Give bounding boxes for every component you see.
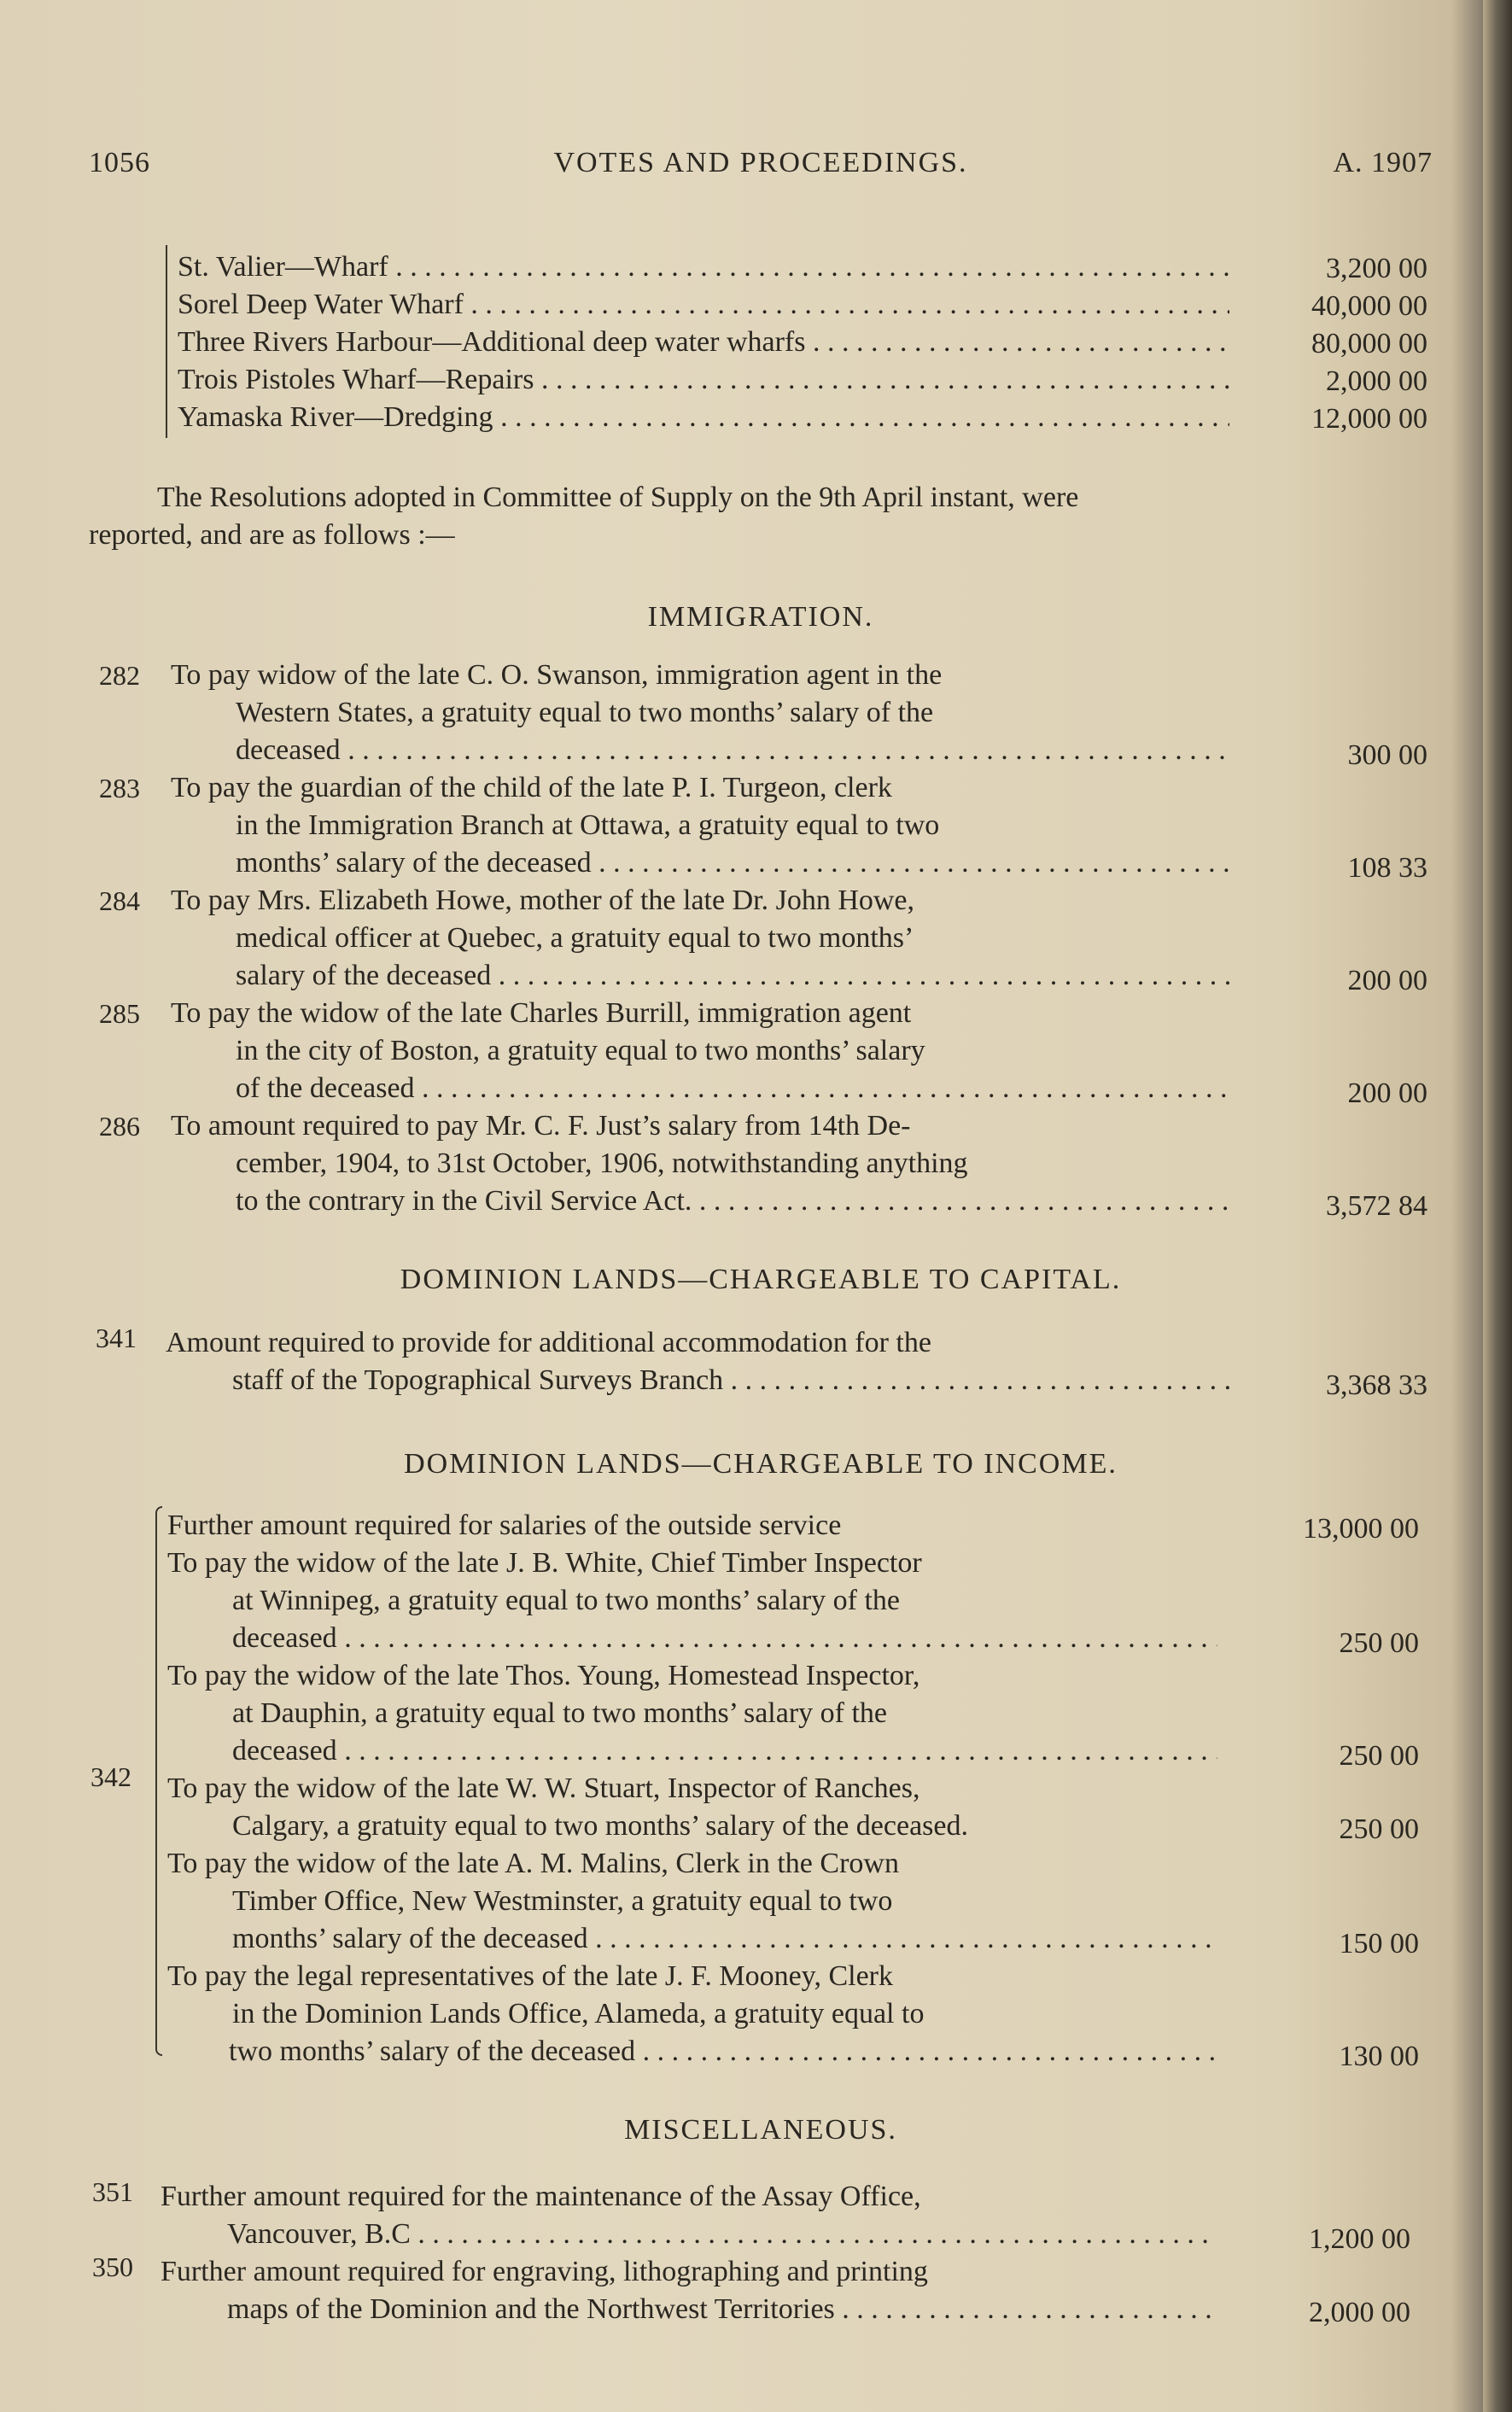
item-amount: 3,368 33 xyxy=(1326,1370,1427,1401)
item-amount: 108 33 xyxy=(1347,852,1427,884)
item-line: To pay the widow of the late Charles Burrill, immigration agent xyxy=(171,997,912,1029)
top-item-text: Trois Pistoles Wharf—Repairs . . . xyxy=(178,360,1229,400)
item-line: medical officer at Quebec, a gratuity equal to two months’ xyxy=(236,922,914,954)
intro-line-2: reported, and are as follows :— xyxy=(89,519,455,551)
item-line: to the contrary in the Civil Service Act. . . . xyxy=(236,1182,1229,1221)
item-line: Further amount required for engraving, lithographing and printing xyxy=(161,2256,928,2287)
item-number: 351 xyxy=(92,2176,133,2207)
item-amount: 250 00 xyxy=(1339,1627,1419,1659)
top-item-amount: 3,200 00 xyxy=(1326,253,1427,284)
item-amount: 250 00 xyxy=(1339,1813,1419,1845)
item-line: To pay the guardian of the child of the late P. I. Turgeon, clerk xyxy=(171,772,892,803)
item-line: in the city of Boston, a gratuity equal to two months’ salary xyxy=(236,1035,925,1066)
item-line: To pay the widow of the late A. M. Malins, Clerk in the Crown xyxy=(167,1848,899,1879)
page-title: VOTES AND PROCEEDINGS. xyxy=(553,147,968,178)
section-heading-dl-income: DOMINION LANDS—CHARGEABLE TO INCOME. xyxy=(404,1448,1118,1480)
item-amount: 1,200 00 xyxy=(1309,2223,1410,2255)
top-item-amount: 2,000 00 xyxy=(1326,365,1427,397)
item-number: 284 xyxy=(99,885,140,916)
item-line: Western States, a gratuity equal to two months’ salary of the xyxy=(236,697,934,728)
top-item-text: St. Valier—Wharf . . . xyxy=(178,248,1229,287)
item-line: To pay the legal representatives of the late J. F. Mooney, Clerk xyxy=(167,1960,893,1992)
item-line: staff of the Topographical Surveys Branch . . . xyxy=(232,1361,1229,1400)
item-line: salary of the deceased . . . xyxy=(236,956,1229,996)
item-amount: 3,572 84 xyxy=(1326,1190,1427,1222)
top-item-amount: 12,000 00 xyxy=(1311,403,1427,435)
intro-line-1: The Resolutions adopted in Committee of Supply on the 9th April instant, were xyxy=(157,482,1079,513)
item-line: deceased . . . xyxy=(236,731,1229,770)
item-line: Calgary, a gratuity equal to two months’ salary of the deceased. xyxy=(232,1810,968,1842)
item-number: 342 xyxy=(90,1761,131,1792)
item-line: To pay the widow of the late J. B. White, Chief Timber Inspector xyxy=(167,1547,922,1579)
top-item-text: Three Rivers Harbour—Additional deep water wharfs . . . xyxy=(178,323,1229,362)
top-items-rule xyxy=(166,245,167,438)
item-line: To pay widow of the late C. O. Swanson, immigration agent in the xyxy=(171,659,943,691)
item-line: two months’ salary of the deceased . . . xyxy=(229,2032,1217,2071)
top-item-text: Sorel Deep Water Wharf . . . xyxy=(178,285,1229,324)
item-amount: 130 00 xyxy=(1339,2041,1419,2072)
item-amount: 150 00 xyxy=(1339,1928,1419,1959)
item-amount: 300 00 xyxy=(1347,739,1427,771)
item-line: Vancouver, B.C . . . xyxy=(227,2215,1211,2254)
item-line: maps of the Dominion and the Northwest Territories . . . xyxy=(227,2290,1211,2329)
item-line: in the Immigration Branch at Ottawa, a gratuity equal to two xyxy=(236,809,940,841)
item-line: deceased . . . xyxy=(232,1619,1217,1658)
item-amount: 2,000 00 xyxy=(1309,2297,1410,2328)
page-year: A. 1907 xyxy=(1333,147,1433,178)
item-amount: 13,000 00 xyxy=(1303,1513,1419,1545)
item-line: Amount required to provide for additional accommodation for the xyxy=(166,1327,931,1358)
item-line: To pay the widow of the late Thos. Young, Homestead Inspector, xyxy=(167,1660,920,1691)
item-line: at Winnipeg, a gratuity equal to two months’ salary of the xyxy=(232,1585,901,1616)
group-brace xyxy=(155,1506,162,2056)
item-amount: 200 00 xyxy=(1347,1078,1427,1109)
item-line: of the deceased . . . xyxy=(236,1069,1229,1108)
top-item-text: Yamaska River—Dredging . . . xyxy=(178,398,1229,437)
item-number: 350 xyxy=(92,2251,133,2282)
item-line: months’ salary of the deceased . . . xyxy=(232,1919,1217,1959)
item-number: 282 xyxy=(99,660,140,691)
page-header xyxy=(89,147,1433,198)
item-number: 285 xyxy=(99,998,140,1029)
item-line: To amount required to pay Mr. C. F. Just’s salary from 14th De- xyxy=(171,1110,911,1142)
item-number: 286 xyxy=(99,1111,140,1142)
item-amount: 200 00 xyxy=(1347,965,1427,996)
item-amount: 250 00 xyxy=(1339,1740,1419,1772)
binding-edge xyxy=(1483,0,1512,2412)
item-line: cember, 1904, to 31st October, 1906, notwithstanding anything xyxy=(236,1148,968,1179)
top-item-amount: 80,000 00 xyxy=(1311,328,1427,359)
item-line: at Dauphin, a gratuity equal to two months’ salary of the xyxy=(232,1697,888,1729)
page-number: 1056 xyxy=(89,147,150,178)
section-heading-immigration: IMMIGRATION. xyxy=(647,601,874,633)
item-line: in the Dominion Lands Office, Alameda, a gratuity equal to xyxy=(232,1998,925,2029)
section-heading-dl-capital: DOMINION LANDS—CHARGEABLE TO CAPITAL. xyxy=(400,1264,1122,1295)
item-line: To pay the widow of the late W. W. Stuart, Inspector of Ranches, xyxy=(167,1772,920,1804)
item-number: 283 xyxy=(99,773,140,803)
item-line: months’ salary of the deceased . . . xyxy=(236,844,1229,883)
item-line: deceased . . . xyxy=(232,1732,1217,1771)
item-line: Further amount required for the maintenance of the Assay Office, xyxy=(161,2181,921,2212)
item-number: 341 xyxy=(96,1323,137,1353)
item-line: Further amount required for salaries of the outside service xyxy=(167,1510,842,1541)
section-heading-misc: MISCELLANEOUS. xyxy=(624,2114,897,2146)
item-line: Timber Office, New Westminster, a gratuity equal to two xyxy=(232,1885,893,1917)
top-item-amount: 40,000 00 xyxy=(1311,290,1427,322)
item-line: To pay Mrs. Elizabeth Howe, mother of the late Dr. John Howe, xyxy=(171,885,915,916)
